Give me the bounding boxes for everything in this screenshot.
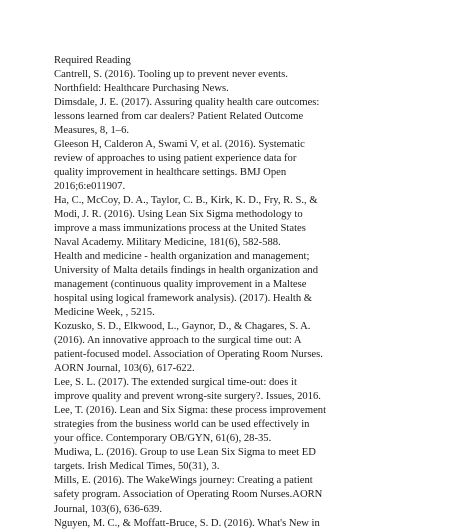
reference-line: Northfield: Healthcare Purchasing News. — [54, 83, 229, 95]
reference-line: 2016;6:e011907. — [54, 181, 126, 193]
reference-line: quality improvement in healthcare settings. BMJ Open — [54, 167, 287, 179]
reference-line: Cantrell, S. (2016). Tooling up to prevent never events. — [54, 69, 288, 81]
reference-list — [54, 54, 414, 531]
reference-line: management (continuous quality improvement in a Maltese — [54, 279, 307, 291]
reference-line: University of Malta details findings in health organization and — [54, 265, 319, 277]
reference-line: your office. Contemporary OB/GYN, 61(6), 28-35. — [54, 433, 272, 445]
reference-line: Ha, C., McCoy, D. A., Taylor, C. B., Kirk, K. D., Fry, R. S., & — [54, 195, 318, 207]
reference-line: Dimsdale, J. E. (2017). Assuring quality health care outcomes: — [54, 97, 320, 109]
reference-line: (2016). An innovative approach to the surgical time out: A — [54, 335, 302, 347]
reference-line: Health and medicine - health organization and management; — [54, 251, 310, 263]
reference-line: Gleeson H, Calderon A, Swami V, et al. (2016). Systematic — [54, 139, 305, 151]
reference-line: review of approaches to using patient experience data for — [54, 153, 297, 165]
reference-line: improve a mass immunizations process at the United States — [54, 223, 306, 235]
reference-line: AORN Journal, 103(6), 617-622. — [54, 363, 195, 375]
reference-line: Measures, 8, 1–6. — [54, 125, 130, 137]
reference-line: lessons learned from car dealers? Patient Related Outcome — [54, 111, 304, 123]
reference-line: Naval Academy. Military Medicine, 181(6), 582-588. — [54, 237, 281, 249]
reference-line: Kozusko, S. D., Elkwood, L., Gaynor, D., & Chagares, S. A. — [54, 321, 311, 333]
reference-line: Nguyen, M. C., & Moffatt-Bruce, S. D. (2016). What's New in — [54, 517, 320, 529]
reference-line: targets. Irish Medical Times, 50(31), 3. — [54, 461, 220, 473]
reference-line: Mills, E. (2016). The WakeWings journey: Creating a patient — [54, 475, 313, 487]
reference-line: Lee, S. L. (2017). The extended surgical time-out: does it — [54, 377, 297, 389]
reference-line: Lee, T. (2016). Lean and Six Sigma: these process improvement — [54, 405, 327, 417]
reference-line: hospital using logical framework analysis). (2017). Health & — [54, 293, 313, 305]
reference-line: safety program. Association of Operating Room Nurses.AORN — [54, 489, 323, 501]
reference-line: Journal, 103(6), 636-639. — [54, 503, 162, 515]
reference-line: Medicine Week, , 5215. — [54, 307, 155, 319]
reference-line: improve quality and prevent wrong-site surgery?. Issues, 2016. — [54, 391, 321, 403]
section-heading: Required Reading — [54, 55, 131, 66]
reference-line: Mudiwa, L. (2016). Group to use Lean Six Sigma to meet ED — [54, 447, 316, 459]
reference-line: patient-focused model. Association of Operating Room Nurses. — [54, 349, 323, 361]
reference-line: Modi, J. R. (2016). Using Lean Six Sigma methodology to — [54, 209, 303, 221]
reference-line: strategies from the business world can be used effectively in — [54, 419, 310, 431]
